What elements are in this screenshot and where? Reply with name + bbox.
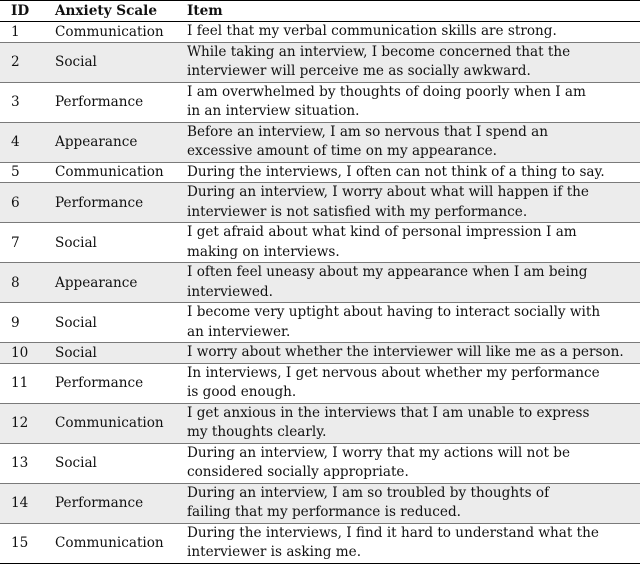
table-row <box>0 343 640 364</box>
row-anxiety-scale: Performance <box>43 183 176 223</box>
table-row <box>0 223 640 263</box>
row-item <box>176 162 640 183</box>
item-line: interviewed. <box>187 283 273 300</box>
item-line: Before an interview, I am so nervous that I spend an <box>187 123 548 140</box>
row-id: 2 <box>0 42 43 82</box>
row-anxiety-scale: Performance <box>43 483 176 523</box>
row-id: 7 <box>0 223 43 263</box>
row-anxiety-scale: Social <box>43 303 176 343</box>
header-id: ID <box>0 1 43 22</box>
row-item <box>176 82 640 122</box>
item-line: making on interviews. <box>187 243 340 260</box>
row-id: 6 <box>0 183 43 223</box>
row-id: 1 <box>0 22 43 43</box>
row-anxiety-scale: Appearance <box>43 263 176 303</box>
table-row <box>0 363 640 403</box>
row-anxiety-scale: Communication <box>43 162 176 183</box>
row-item <box>176 483 640 523</box>
row-anxiety-scale: Social <box>43 223 176 263</box>
item-line: an interviewer. <box>187 323 291 340</box>
row-anxiety-scale: Social <box>43 343 176 364</box>
row-item <box>176 363 640 403</box>
table-row <box>0 42 640 82</box>
row-item <box>176 443 640 483</box>
row-id: 12 <box>0 403 43 443</box>
row-anxiety-scale: Social <box>43 42 176 82</box>
row-id: 5 <box>0 162 43 183</box>
table-header <box>0 1 640 22</box>
table-row <box>0 443 640 483</box>
row-item <box>176 42 640 82</box>
item-line: interviewer is asking me. <box>187 544 362 560</box>
item-line: During an interview, I am so troubled by thoughts of <box>187 484 550 501</box>
item-line: I get anxious in the interviews that I am unable to express <box>187 404 590 421</box>
table-row <box>0 303 640 343</box>
item-line: I get afraid about what kind of personal impression I am <box>187 224 577 240</box>
item-line: in an interview situation. <box>187 103 360 119</box>
row-anxiety-scale: Social <box>43 443 176 483</box>
item-line: excessive amount of time on my appearance. <box>187 143 497 159</box>
row-anxiety-scale: Communication <box>43 523 176 563</box>
row-id: 11 <box>0 363 43 403</box>
table-row <box>0 82 640 122</box>
item-line: In interviews, I get nervous about whether my performance <box>187 364 600 381</box>
item-line: interviewer will perceive me as socially awkward. <box>187 63 531 79</box>
row-anxiety-scale: Appearance <box>43 122 176 162</box>
item-line: I feel that my verbal communication skills are strong. <box>187 23 557 39</box>
item-line: I often feel uneasy about my appearance when I am being <box>187 264 588 280</box>
row-id: 4 <box>0 122 43 162</box>
row-item <box>176 403 640 443</box>
item-line: During an interview, I worry that my actions will not be <box>187 444 571 461</box>
row-anxiety-scale: Communication <box>43 403 176 443</box>
table-row <box>0 122 640 162</box>
item-line: During an interview, I worry about what will happen if the <box>187 184 589 200</box>
row-item <box>176 523 640 563</box>
row-item <box>176 343 640 364</box>
row-id: 3 <box>0 82 43 122</box>
item-line: my thoughts clearly. <box>187 424 327 440</box>
item-line: I become very uptight about having to interact socially with <box>187 304 601 320</box>
table-row <box>0 162 640 183</box>
row-item <box>176 183 640 223</box>
table-row <box>0 22 640 43</box>
header-anxiety-scale: Anxiety Scale <box>43 1 176 22</box>
row-id: 10 <box>0 343 43 364</box>
item-line: is good enough. <box>187 384 297 400</box>
item-line: failing that my performance is reduced. <box>187 504 461 520</box>
item-line: I am overwhelmed by thoughts of doing poorly when I am <box>187 83 586 100</box>
row-anxiety-scale: Communication <box>43 22 176 43</box>
table-row <box>0 523 640 563</box>
item-line: considered socially appropriate. <box>187 464 409 480</box>
row-anxiety-scale: Performance <box>43 82 176 122</box>
table-row <box>0 483 640 523</box>
item-line: During the interviews, I often can not think of a thing to say. <box>187 163 605 180</box>
row-anxiety-scale: Performance <box>43 363 176 403</box>
table-row <box>0 183 640 223</box>
row-item <box>176 223 640 263</box>
row-item <box>176 263 640 303</box>
item-line: I worry about whether the interviewer will like me as a person. <box>187 344 624 360</box>
item-line: interviewer is not satisfied with my performance. <box>187 203 528 220</box>
row-id: 9 <box>0 303 43 343</box>
header-row <box>0 1 640 22</box>
row-item <box>176 122 640 162</box>
row-item <box>176 22 640 43</box>
item-line: While taking an interview, I become concerned that the <box>187 43 571 60</box>
row-id: 14 <box>0 483 43 523</box>
row-id: 13 <box>0 443 43 483</box>
row-id: 8 <box>0 263 43 303</box>
item-line: During the interviews, I find it hard to understand what the <box>187 524 599 541</box>
table-row <box>0 263 640 303</box>
table-row <box>0 403 640 443</box>
row-item <box>176 303 640 343</box>
header-item: Item <box>176 1 640 22</box>
table-body <box>0 22 640 564</box>
row-id: 15 <box>0 523 43 563</box>
